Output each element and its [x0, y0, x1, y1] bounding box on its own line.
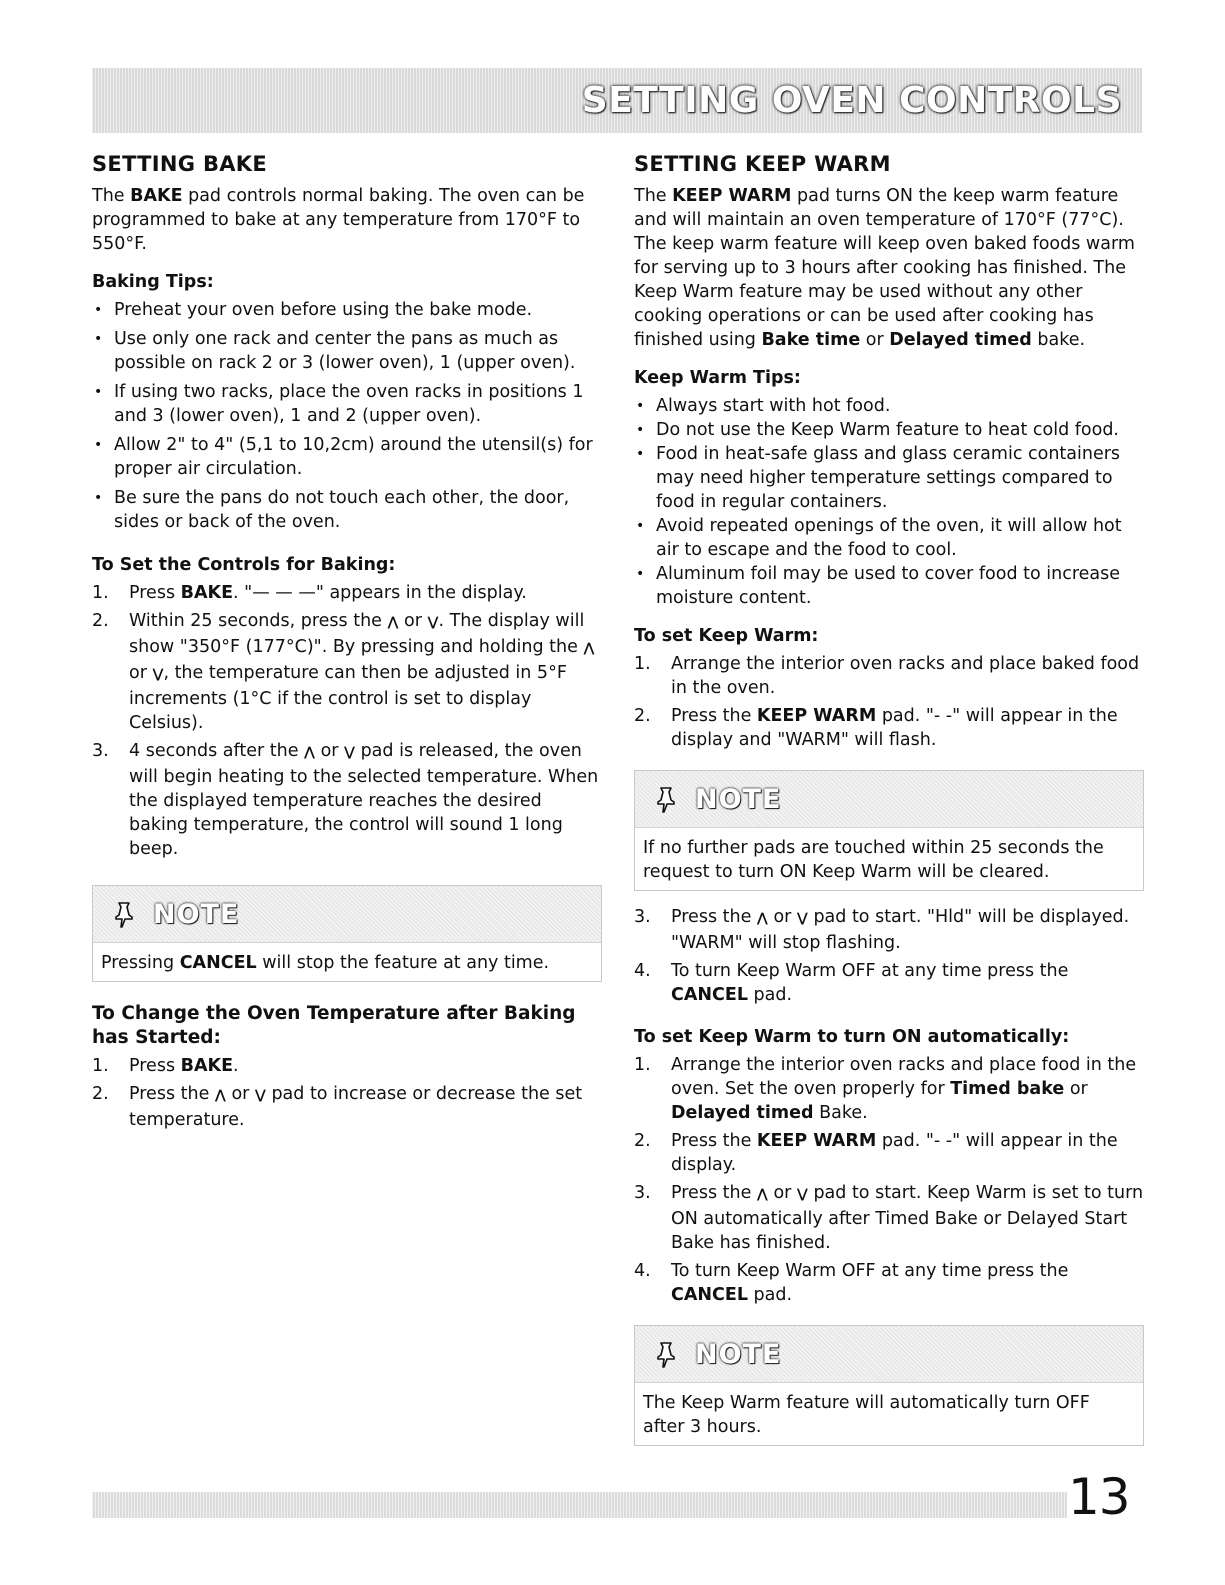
- list-item: [634, 1053, 1144, 1125]
- set-baking-heading: To Set the Controls for Baking:: [92, 555, 396, 575]
- up-arrow-icon: ⋀: [756, 1187, 768, 1202]
- auto-keep-warm-steps: [634, 1053, 1144, 1307]
- up-arrow-icon: ⋀: [214, 1088, 226, 1103]
- down-arrow-icon: ⋁: [152, 667, 164, 682]
- up-arrow-icon: ⋀: [756, 911, 768, 926]
- step-text: pad. "- -" will appear in the display and "WARM" will flash.: [671, 706, 1118, 750]
- step-text: pad.: [747, 985, 793, 1005]
- step-number: 1.: [92, 1056, 109, 1076]
- step-bold: Delayed timed: [671, 1103, 814, 1123]
- note-box-auto-off: [634, 1325, 1144, 1446]
- list-item: • Aluminum foil may be used to cover food to increase moisture content.: [634, 562, 1144, 610]
- keep-warm-steps-a: [634, 652, 1144, 752]
- note-header: [93, 886, 601, 943]
- step-text: pad.: [747, 1285, 793, 1305]
- list-item: • Always start with hot food.: [634, 394, 1144, 418]
- note-title: NOTE: [695, 1338, 782, 1370]
- baking-tips-heading: Baking Tips:: [92, 272, 214, 292]
- step-text: Within 25 seconds, press the: [129, 611, 388, 631]
- keep-warm-steps-b: [634, 905, 1144, 1007]
- list-item: [92, 581, 602, 605]
- up-arrow-icon: ⋀: [387, 615, 399, 630]
- step-number: 2.: [92, 611, 109, 631]
- list-item: [92, 1054, 602, 1078]
- down-arrow-icon: ⋁: [427, 615, 439, 630]
- up-arrow-icon: ⋀: [583, 641, 595, 656]
- bake-intro-text-2: pad controls normal baking. The oven can be programmed to bake at any temperature from 170°F to 550°F.: [92, 186, 585, 254]
- down-arrow-icon: ⋁: [254, 1088, 266, 1103]
- intro-bold: Bake time: [761, 330, 861, 350]
- step-text: Arrange the interior oven racks and place food in the oven. Set the oven properly for: [671, 1055, 1137, 1099]
- step-number: 4.: [634, 961, 651, 981]
- intro-bold: Delayed timed: [889, 330, 1032, 350]
- page-banner: [92, 68, 1142, 133]
- baking-steps: [92, 581, 602, 861]
- step-bold: CANCEL: [671, 1285, 748, 1305]
- list-item: [92, 739, 602, 861]
- step-bold: Timed bake: [950, 1079, 1065, 1099]
- note-title: NOTE: [695, 783, 782, 815]
- note-body: [93, 943, 601, 981]
- step-bold: KEEP WARM: [756, 1131, 877, 1151]
- setting-bake-heading: SETTING BAKE: [92, 152, 268, 176]
- list-item: • Do not use the Keep Warm feature to heat cold food.: [634, 418, 1144, 442]
- right-column: [634, 152, 1144, 1446]
- step-text: To turn Keep Warm OFF at any time press the: [671, 961, 1069, 981]
- step-text: .: [233, 1056, 239, 1076]
- step-text: pad to increase or decrease the set temperature.: [129, 1084, 583, 1130]
- bake-intro: [92, 184, 602, 256]
- list-item: [634, 1259, 1144, 1307]
- page-number: 13: [1068, 1468, 1130, 1526]
- note-body: The Keep Warm feature will automatically turn OFF after 3 hours.: [643, 1393, 1090, 1437]
- step-text: , the temperature can then be adjusted in 5°F increments (1°C if the control is set to display Celsius).: [129, 663, 567, 733]
- step-number: 1.: [634, 1055, 651, 1075]
- note-box-cleared: [634, 770, 1144, 891]
- intro-bold: KEEP WARM: [672, 186, 792, 206]
- list-item: • Preheat your oven before using the bake mode.: [92, 298, 602, 322]
- step-text: Press the: [671, 1183, 757, 1203]
- set-keep-warm-heading: To set Keep Warm:: [634, 626, 819, 646]
- step-number: 2.: [634, 1131, 651, 1151]
- note-text: will stop the feature at any time.: [256, 953, 550, 973]
- step-text: or: [129, 663, 153, 683]
- intro-text: The: [634, 186, 673, 206]
- step-text: pad to start. Keep Warm is set to turn ON automatically after Timed Bake or Delayed Start Bake has finished.: [671, 1183, 1144, 1253]
- list-item: • Allow 2" to 4" (5,1 to 10,2cm) around the utensil(s) for proper air circulation.: [92, 433, 602, 481]
- step-text: . "— — —" appears in the display.: [233, 583, 527, 603]
- pushpin-icon: [113, 900, 139, 928]
- keep-warm-tips-heading: Keep Warm Tips:: [634, 368, 801, 388]
- step-bold: BAKE: [180, 1056, 234, 1076]
- up-arrow-icon: ⋀: [304, 745, 316, 760]
- down-arrow-icon: ⋁: [344, 745, 356, 760]
- page-title: SETTING OVEN CONTROLS: [581, 80, 1122, 121]
- list-item: [634, 905, 1144, 955]
- note-bold: CANCEL: [179, 953, 257, 973]
- list-item: [634, 959, 1144, 1007]
- pushpin-icon: [655, 785, 681, 813]
- bake-intro-text: The: [92, 186, 131, 206]
- setting-keep-warm-heading: SETTING KEEP WARM: [634, 152, 891, 176]
- step-bold: BAKE: [180, 583, 234, 603]
- footer-band: [92, 1492, 1067, 1518]
- change-temp-heading: To Change the Oven Temperature after Baking has Started:: [92, 1003, 576, 1048]
- step-text: 4 seconds after the: [129, 741, 305, 761]
- step-text: Press the: [671, 706, 757, 726]
- baking-tips-list: [92, 298, 602, 534]
- note-title: NOTE: [153, 898, 240, 930]
- step-number: 3.: [634, 907, 651, 927]
- note-header: [635, 1326, 1143, 1383]
- down-arrow-icon: ⋁: [796, 911, 808, 926]
- step-number: 2.: [634, 706, 651, 726]
- step-text: or: [767, 1183, 797, 1203]
- step-text: pad. "- -" will appear in the display.: [671, 1131, 1118, 1175]
- note-body: If no further pads are touched within 25 seconds the request to turn ON Keep Warm will be cleared.: [643, 838, 1104, 882]
- step-number: 3.: [634, 1183, 651, 1203]
- list-item: • Avoid repeated openings of the oven, it will allow hot air to escape and the food to cool.: [634, 514, 1144, 562]
- down-arrow-icon: ⋁: [796, 1187, 808, 1202]
- step-number: 2.: [92, 1084, 109, 1104]
- list-item: [634, 1181, 1144, 1255]
- intro-text: or: [860, 330, 890, 350]
- list-item: • Food in heat-safe glass and glass ceramic containers may need higher temperature settings compared to food in regular containers.: [634, 442, 1144, 514]
- keep-warm-tips-list: [634, 394, 1144, 610]
- list-item: [634, 652, 1144, 700]
- step-bold: KEEP WARM: [756, 706, 877, 726]
- note-box-cancel: [92, 885, 602, 982]
- left-column: [92, 152, 602, 1136]
- auto-keep-warm-heading: To set Keep Warm to turn ON automatically:: [634, 1027, 1070, 1047]
- intro-text: bake.: [1031, 330, 1086, 350]
- list-item: • Be sure the pans do not touch each other, the door, sides or back of the oven.: [92, 486, 602, 534]
- intro-text: pad turns ON the keep warm feature and will maintain an oven temperature of 170°F (77°C). The keep warm feature will keep oven baked foods warm for serving up to 3 hours after cooking has finished. The Keep Warm feature may be used without any other cooking operations or can be used after cooking has finished using: [634, 186, 1135, 350]
- list-item: • If using two racks, place the oven racks in positions 1 and 3 (lower oven), 1 and 2 (upper oven).: [92, 380, 602, 428]
- step-text: pad to start. "Hld" will be displayed. "WARM" will stop flashing.: [671, 907, 1130, 953]
- step-text: Bake.: [813, 1103, 868, 1123]
- step-number: 1.: [634, 654, 651, 674]
- step-text: or: [1064, 1079, 1088, 1099]
- step-text: Arrange the interior oven racks and place baked food in the oven.: [671, 654, 1140, 698]
- step-text: or: [315, 741, 345, 761]
- step-text: pad is released, the oven will begin heating to the selected temperature. When the displayed temperature reaches the desired baking temperature, the control will sound 1 long beep.: [129, 741, 599, 859]
- step-number: 4.: [634, 1261, 651, 1281]
- keep-warm-intro: [634, 184, 1144, 352]
- note-header: [635, 771, 1143, 828]
- step-text: To turn Keep Warm OFF at any time press the: [671, 1261, 1069, 1281]
- pushpin-icon: [655, 1340, 681, 1368]
- step-text: . The display will show "350°F (177°C)". By pressing and holding the: [129, 611, 585, 657]
- list-item: [92, 1082, 602, 1132]
- step-number: 3.: [92, 741, 109, 761]
- step-text: Press the: [129, 1084, 215, 1104]
- list-item: [634, 704, 1144, 752]
- step-number: 1.: [92, 583, 109, 603]
- step-text: Press the: [671, 1131, 757, 1151]
- step-text: or: [398, 611, 428, 631]
- step-text: Press: [129, 1056, 181, 1076]
- step-text: or: [767, 907, 797, 927]
- list-item: [92, 609, 602, 735]
- note-text: Pressing: [101, 953, 180, 973]
- step-text: Press the: [671, 907, 757, 927]
- step-text: Press: [129, 583, 181, 603]
- step-text: or: [225, 1084, 255, 1104]
- bake-intro-bold: BAKE: [130, 186, 183, 206]
- change-temp-steps: [92, 1054, 602, 1132]
- list-item: • Use only one rack and center the pans as much as possible on rack 2 or 3 (lower oven), 1 (upper oven).: [92, 327, 602, 375]
- step-bold: CANCEL: [671, 985, 748, 1005]
- list-item: [634, 1129, 1144, 1177]
